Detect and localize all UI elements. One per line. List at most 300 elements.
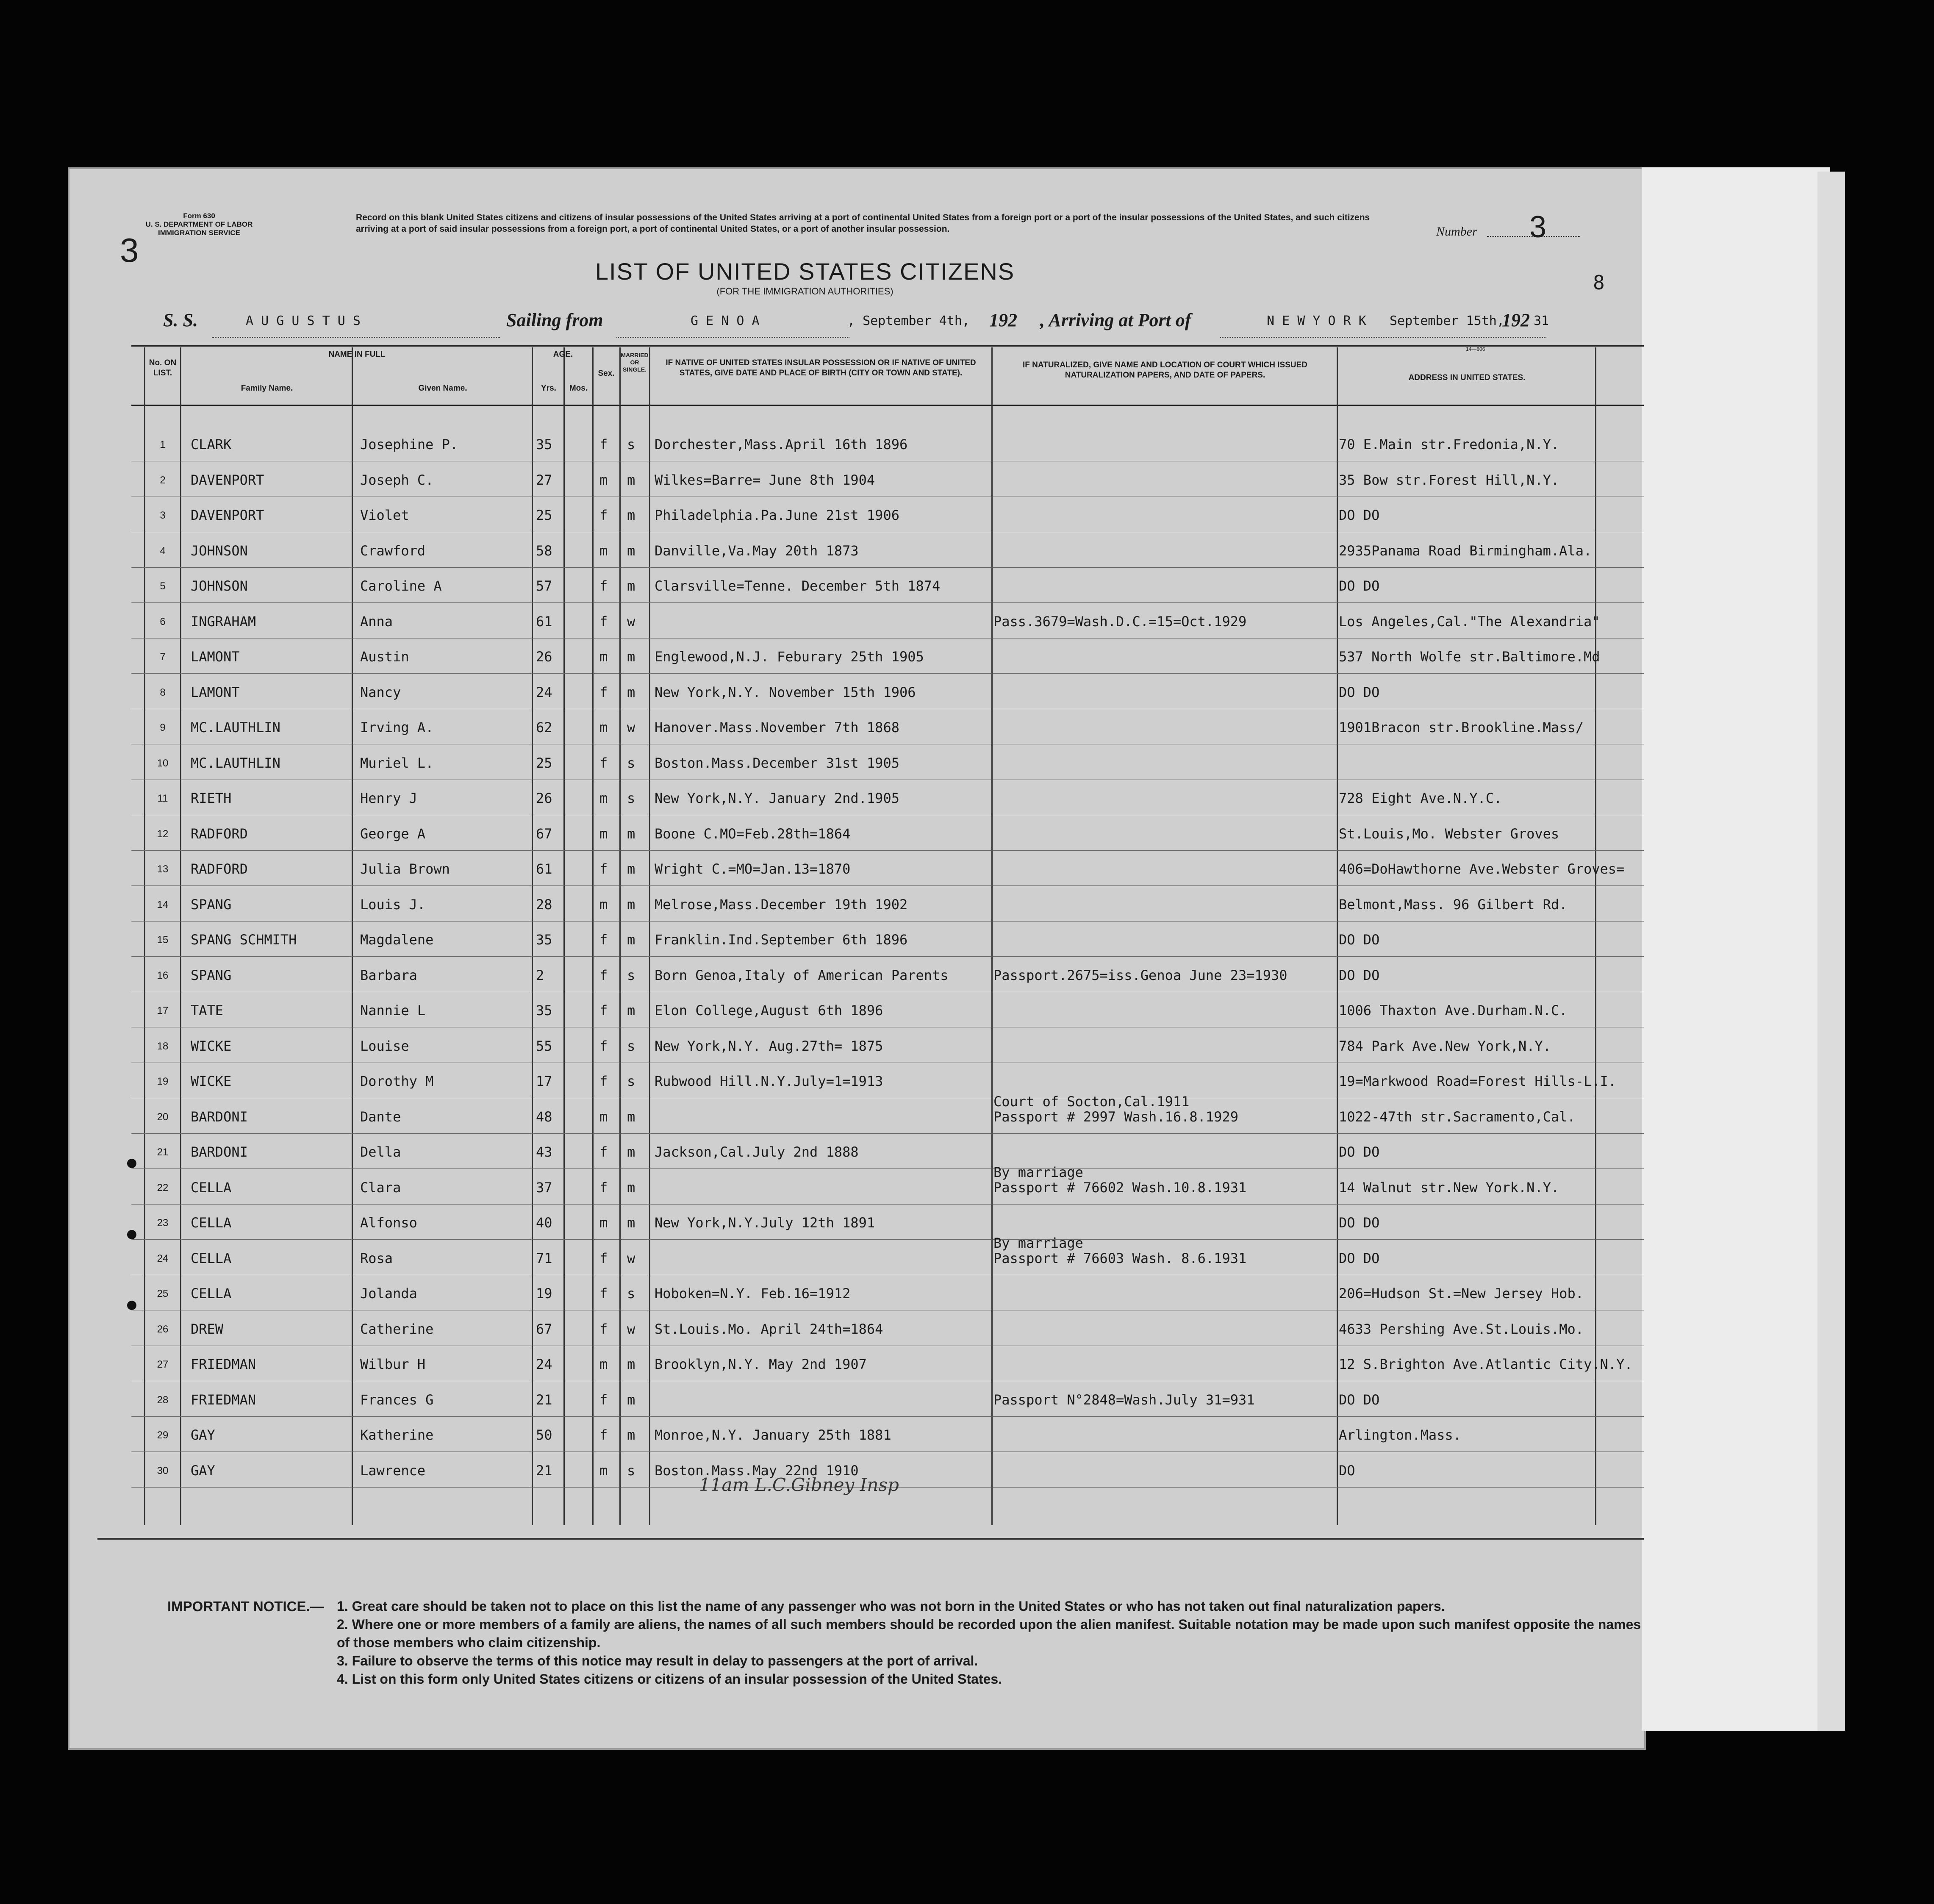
birthplace: Born Genoa,Italy of American Parents (655, 967, 949, 983)
marital-status: s (627, 1073, 635, 1089)
header-no: No. ON LIST. (149, 358, 177, 377)
row-number: 20 (157, 1111, 169, 1123)
given-name: Dante (360, 1108, 401, 1125)
row-number: 16 (157, 969, 169, 981)
us-address: DO DO (1339, 1391, 1380, 1408)
us-address: 4633 Pershing Ave.St.Louis.Mo. (1339, 1321, 1584, 1337)
family-name: DREW (191, 1321, 224, 1337)
age-years: 2 (536, 967, 544, 983)
arrival-year-suffix: 31 (1534, 314, 1549, 328)
age-years: 21 (536, 1462, 552, 1479)
family-name: LAMONT (191, 684, 240, 700)
given-name: Nancy (360, 684, 401, 700)
notice-item: 2. Where one or more members of a family are aliens, the names of all such members should be recorded upon the alien manifest. Suitable notation may be made upon such manifest opposite the names of those members who claim citizenship. (337, 1617, 1641, 1650)
row-number: 5 (160, 580, 166, 592)
age-years: 67 (536, 1321, 552, 1337)
given-name: Caroline A (360, 578, 442, 594)
given-name: Clara (360, 1179, 401, 1196)
age-years: 35 (536, 932, 552, 948)
row-rule (131, 850, 1644, 851)
age-years: 71 (536, 1250, 552, 1266)
header-address: ADDRESS IN UNITED STATES. (1408, 373, 1526, 382)
marital-status: m (627, 1427, 635, 1443)
naturalization: Passport N°2848=Wash.July 31=931 (993, 1391, 1255, 1408)
form-header (127, 212, 271, 237)
given-name: Henry J (360, 790, 417, 806)
ss-label: S. S. (163, 310, 198, 330)
family-name: DAVENPORT (191, 472, 264, 488)
given-name: Lawrence (360, 1462, 426, 1479)
birthplace: Philadelphia.Pa.June 21st 1906 (655, 507, 899, 523)
birthplace: Dorchester,Mass.April 16th 1896 (655, 436, 908, 452)
col-divider (1595, 347, 1596, 1525)
family-name: RIETH (191, 790, 232, 806)
age-years: 61 (536, 613, 552, 630)
family-name: SPANG (191, 967, 232, 983)
header-mos: Mos. (569, 384, 588, 393)
given-name: Josephine P. (360, 436, 458, 452)
table-bottom-rule (97, 1538, 1644, 1540)
underlying-page (1642, 167, 1830, 1731)
marital-status: m (627, 578, 635, 594)
arrival-port: N E W Y O R K (1267, 314, 1366, 328)
page-title: LIST OF UNITED STATES CITIZENS (595, 258, 1015, 285)
row-rule (131, 1204, 1644, 1205)
us-address: St.Louis,Mo. Webster Groves (1339, 825, 1559, 842)
family-name: SPANG (191, 896, 232, 913)
age-years: 26 (536, 790, 552, 806)
us-address: Belmont,Mass. 96 Gilbert Rd. (1339, 896, 1568, 913)
marital-status: m (627, 684, 635, 700)
col-divider (649, 347, 650, 1525)
birthplace: New York,N.Y.July 12th 1891 (655, 1215, 875, 1231)
naturalization: Passport # 76602 Wash.10.8.1931 (993, 1179, 1247, 1196)
marital-status: m (627, 472, 635, 488)
row-number: 2 (160, 474, 166, 486)
given-name: Della (360, 1144, 401, 1160)
age-years: 48 (536, 1108, 552, 1125)
sex: m (599, 719, 608, 736)
col-divider (180, 347, 181, 1525)
col-divider (532, 347, 533, 1525)
sex: m (599, 472, 608, 488)
inspector-signature: 11am L.C.Gibney Insp (699, 1474, 899, 1495)
row-number: 13 (157, 863, 169, 875)
naturalization: Passport # 2997 Wash.16.8.1929 (993, 1108, 1238, 1125)
family-name: LAMONT (191, 649, 240, 665)
family-name: BARDONI (191, 1108, 248, 1125)
given-name: Katherine (360, 1427, 434, 1443)
header-naturalized: IF NATURALIZED, GIVE NAME AND LOCATION OF COURT WHICH ISSUED NATURALIZATION PAPERS, AND DATE OF PAPERS. (1022, 361, 1307, 380)
age-years: 27 (536, 472, 552, 488)
row-number: 30 (157, 1465, 169, 1477)
row-number: 4 (160, 545, 166, 557)
us-address: 1022-47th str.Sacramento,Cal. (1339, 1108, 1576, 1125)
notice-item: 3. Failure to observe the terms of this notice may result in delay to passengers at the port of arrival. (337, 1653, 978, 1668)
marital-status: m (627, 1179, 635, 1196)
naturalization: Passport.2675=iss.Genoa June 23=1930 (993, 967, 1287, 983)
sex: f (599, 932, 608, 948)
age-years: 58 (536, 542, 552, 559)
marital-status: s (627, 1038, 635, 1054)
row-number: 21 (157, 1146, 169, 1158)
given-name: Frances G (360, 1391, 434, 1408)
naturalization: By marriage (993, 1164, 1083, 1180)
birthplace: Boston.Mass.May 22nd 1910 (655, 1462, 859, 1479)
naturalization: Passport # 76603 Wash. 8.6.1931 (993, 1250, 1247, 1266)
marital-status: s (627, 1462, 635, 1479)
ship-name: A U G U S T U S (246, 314, 361, 328)
row-number: 29 (157, 1429, 169, 1441)
row-rule (131, 885, 1644, 886)
sex: f (599, 578, 608, 594)
sex: f (599, 1038, 608, 1054)
sex: f (599, 1321, 608, 1337)
row-rule (131, 1416, 1644, 1417)
family-name: MC.LAUTHLIN (191, 755, 280, 771)
marital-status: m (627, 1144, 635, 1160)
family-name: JOHNSON (191, 542, 248, 559)
sex: f (599, 507, 608, 523)
us-address: 537 North Wolfe str.Baltimore.Md (1339, 649, 1600, 665)
given-name: George A (360, 825, 426, 842)
given-name: Anna (360, 613, 393, 630)
page-edge (1817, 172, 1845, 1731)
naturalization: Court of Socton,Cal.1911 (993, 1093, 1190, 1110)
age-years: 35 (536, 1002, 552, 1019)
col-divider (619, 347, 621, 1525)
family-name: WICKE (191, 1038, 232, 1054)
col-divider (563, 347, 565, 1525)
row-rule (131, 1168, 1644, 1169)
us-address: DO DO (1339, 967, 1380, 983)
arriving-label: , Arriving at Port of (1040, 310, 1191, 330)
header-age: AGE. (553, 350, 573, 359)
given-name: Muriel L. (360, 755, 434, 771)
age-years: 19 (536, 1285, 552, 1302)
us-address: 19=Markwood Road=Forest Hills-L.I. (1339, 1073, 1617, 1089)
birthplace: Clarsville=Tenne. December 5th 1874 (655, 578, 941, 594)
sex: m (599, 649, 608, 665)
given-name: Catherine (360, 1321, 434, 1337)
sex: m (599, 790, 608, 806)
number-label: Number (1436, 225, 1477, 239)
row-rule (131, 1133, 1644, 1134)
given-name: Crawford (360, 542, 426, 559)
service-line: IMMIGRATION SERVICE (158, 229, 240, 237)
sex: f (599, 613, 608, 630)
sex: m (599, 1356, 608, 1372)
given-name: Julia Brown (360, 861, 450, 877)
family-name: JOHNSON (191, 578, 248, 594)
age-years: 67 (536, 825, 552, 842)
row-number: 23 (157, 1217, 169, 1229)
family-name: GAY (191, 1462, 215, 1479)
birthplace: Hanover.Mass.November 7th 1868 (655, 719, 899, 736)
marital-status: m (627, 1108, 635, 1125)
row-number: 25 (157, 1288, 169, 1299)
age-years: 55 (536, 1038, 552, 1054)
family-name: CELLA (191, 1215, 232, 1231)
family-name: CELLA (191, 1179, 232, 1196)
sex: m (599, 896, 608, 913)
naturalization: By marriage (993, 1235, 1083, 1251)
marital-status: m (627, 1215, 635, 1231)
given-name: Nannie L (360, 1002, 426, 1019)
birthplace: Brooklyn,N.Y. May 2nd 1907 (655, 1356, 867, 1372)
arrival-line (1220, 337, 1546, 338)
family-name: CELLA (191, 1285, 232, 1302)
row-number: 28 (157, 1394, 169, 1406)
form-instructions: Record on this blank United States citizens and citizens of insular possessions of the United States arriving at a port of continental United States from a foreign port or a port of the insular possessions of the United States, and such citizens arriving at a port of said insular possessions from a foreign port, a port of continental United States, or a port of another insular possession. (356, 213, 1370, 234)
given-name: Irving A. (360, 719, 434, 736)
age-years: 37 (536, 1179, 552, 1196)
family-name: GAY (191, 1427, 215, 1443)
us-address: 206=Hudson St.=New Jersey Hob. (1339, 1285, 1584, 1302)
age-years: 24 (536, 684, 552, 700)
sex: f (599, 1250, 608, 1266)
important-notice (167, 1597, 1650, 1688)
marital-status: s (627, 790, 635, 806)
arrival-date: September 15th, (1390, 314, 1504, 328)
us-address: 1901Bracon str.Brookline.Mass/ (1339, 719, 1584, 736)
notice-label: IMPORTANT NOTICE.— (167, 1599, 324, 1614)
family-name: SPANG SCHMITH (191, 932, 297, 948)
sex: f (599, 684, 608, 700)
given-name: Violet (360, 507, 409, 523)
row-number: 17 (157, 1005, 169, 1016)
age-years: 61 (536, 861, 552, 877)
birthplace: Englewood,N.J. Feburary 25th 1905 (655, 649, 924, 665)
notice-item: 1. Great care should be taken not to place on this list the name of any passenger who was not born in the United States or who has not taken out final naturalization papers. (337, 1599, 1445, 1614)
birthplace: Jackson,Cal.July 2nd 1888 (655, 1144, 859, 1160)
us-address: DO DO (1339, 684, 1380, 700)
birthplace: Franklin.Ind.September 6th 1896 (655, 932, 908, 948)
family-name: WICKE (191, 1073, 232, 1089)
given-name: Jolanda (360, 1285, 417, 1302)
us-address: 406=DoHawthorne Ave.Webster Groves= (1339, 861, 1625, 877)
given-name: Austin (360, 649, 409, 665)
punch-hole (127, 1301, 136, 1310)
given-name: Joseph C. (360, 472, 434, 488)
birthplace: New York,N.Y. Aug.27th= 1875 (655, 1038, 883, 1054)
family-name: CLARK (191, 436, 232, 452)
sex: f (599, 436, 608, 452)
age-years: 24 (536, 1356, 552, 1372)
age-years: 57 (536, 578, 552, 594)
age-years: 17 (536, 1073, 552, 1089)
table-top-rule (131, 345, 1644, 347)
ship-line (212, 337, 500, 338)
marital-status: s (627, 436, 635, 452)
given-name: Barbara (360, 967, 417, 983)
us-address: DO DO (1339, 1144, 1380, 1160)
sheet-number: 3 (120, 231, 139, 269)
sex: f (599, 967, 608, 983)
marital-status: m (627, 507, 635, 523)
sex: f (599, 1002, 608, 1019)
row-number: 8 (160, 686, 166, 698)
marital-status: m (627, 1391, 635, 1408)
family-name: MC.LAUTHLIN (191, 719, 280, 736)
given-name: Louise (360, 1038, 409, 1054)
row-number: 27 (157, 1359, 169, 1370)
us-address: 14 Walnut str.New York.N.Y. (1339, 1179, 1559, 1196)
us-address: Arlington.Mass. (1339, 1427, 1461, 1443)
marital-status: m (627, 825, 635, 842)
col-divider (1337, 347, 1338, 1525)
sex: m (599, 1462, 608, 1479)
row-number: 18 (157, 1040, 169, 1052)
number-value: 3 (1529, 210, 1547, 244)
family-name: BARDONI (191, 1144, 248, 1160)
sex: f (599, 861, 608, 877)
row-number: 15 (157, 934, 169, 946)
us-address: DO (1339, 1462, 1355, 1479)
col-divider (592, 347, 594, 1525)
birthplace: Hoboken=N.Y. Feb.16=1912 (655, 1285, 851, 1302)
row-number: 6 (160, 616, 166, 627)
us-address: 12 S.Brighton Ave.Atlantic City.N.Y. (1339, 1356, 1633, 1372)
age-years: 25 (536, 755, 552, 771)
sex: f (599, 755, 608, 771)
marital-status: w (627, 613, 635, 630)
given-name: Magdalene (360, 932, 434, 948)
marital-status: m (627, 861, 635, 877)
punch-hole (127, 1159, 136, 1168)
us-address: 784 Park Ave.New York,N.Y. (1339, 1038, 1551, 1054)
page-mark: 8 (1593, 271, 1605, 294)
marital-status: m (627, 649, 635, 665)
birthplace: St.Louis.Mo. April 24th=1864 (655, 1321, 883, 1337)
family-name: TATE (191, 1002, 224, 1019)
row-rule (131, 602, 1644, 603)
row-number: 22 (157, 1182, 169, 1193)
year-prefix: 192 (989, 310, 1017, 330)
age-years: 43 (536, 1144, 552, 1160)
family-name: RADFORD (191, 861, 248, 877)
row-number: 7 (160, 651, 166, 663)
birthplace: Wilkes=Barre= June 8th 1904 (655, 472, 875, 488)
birthplace: Boston.Mass.December 31st 1905 (655, 755, 899, 771)
row-number: 24 (157, 1252, 169, 1264)
row-number: 14 (157, 899, 169, 910)
sex: f (599, 1179, 608, 1196)
us-address: DO DO (1339, 578, 1380, 594)
origin-line (616, 337, 849, 338)
header-birthplace: IF NATIVE OF UNITED STATES INSULAR POSSESSION OR IF NATIVE OF UNITED STATES, GIVE DATE AND PLACE OF BIRTH (CITY OR TOWN AND STATE). (666, 358, 976, 377)
sex: m (599, 1215, 608, 1231)
row-rule (131, 673, 1644, 674)
marital-status: w (627, 1321, 635, 1337)
given-name: Rosa (360, 1250, 393, 1266)
us-address: 1006 Thaxton Ave.Durham.N.C. (1339, 1002, 1568, 1019)
sailing-label: Sailing from (506, 310, 603, 330)
header-sex: Sex. (598, 369, 615, 378)
family-name: FRIEDMAN (191, 1356, 256, 1372)
col-divider (144, 347, 145, 1525)
marital-status: w (627, 1250, 635, 1266)
notice-item: 4. List on this form only United States citizens or citizens of an insular possession of the United States. (337, 1671, 1002, 1687)
row-number: 1 (160, 439, 166, 450)
age-years: 26 (536, 649, 552, 665)
sex: m (599, 542, 608, 559)
family-name: RADFORD (191, 825, 248, 842)
sex: m (599, 825, 608, 842)
age-years: 40 (536, 1215, 552, 1231)
printer-code: 14—806 (1466, 346, 1485, 352)
sex: f (599, 1391, 608, 1408)
page-subtitle: (FOR THE IMMIGRATION AUTHORITIES) (716, 286, 893, 297)
marital-status: m (627, 932, 635, 948)
marital-status: s (627, 1285, 635, 1302)
family-name: FRIEDMAN (191, 1391, 256, 1408)
sex: f (599, 1285, 608, 1302)
row-number: 10 (157, 757, 169, 769)
origin-port: G E N O A (691, 314, 760, 328)
us-address: 35 Bow str.Forest Hill,N.Y. (1339, 472, 1559, 488)
row-number: 3 (160, 510, 166, 521)
form-id: Form 630 (183, 212, 215, 220)
punch-hole (127, 1230, 136, 1239)
given-name: Louis J. (360, 896, 426, 913)
family-name: CELLA (191, 1250, 232, 1266)
birthplace: New York,N.Y. November 15th 1906 (655, 684, 916, 700)
us-address: 728 Eight Ave.N.Y.C. (1339, 790, 1502, 806)
us-address: DO DO (1339, 932, 1380, 948)
col-divider (352, 347, 353, 1525)
marital-status: s (627, 755, 635, 771)
birthplace: Monroe,N.Y. January 25th 1881 (655, 1427, 891, 1443)
us-address: 2935Panama Road Birmingham.Ala. (1339, 542, 1592, 559)
header-yrs: Yrs. (541, 384, 556, 393)
us-address: DO DO (1339, 1215, 1380, 1231)
age-years: 50 (536, 1427, 552, 1443)
row-number: 12 (157, 828, 169, 840)
department-line: U. S. DEPARTMENT OF LABOR (145, 220, 253, 228)
given-name: Dorothy M (360, 1073, 434, 1089)
age-years: 28 (536, 896, 552, 913)
sex: f (599, 1073, 608, 1089)
header-married: MARRIED OR SINGLE. (621, 352, 649, 373)
family-name: DAVENPORT (191, 507, 264, 523)
naturalization: Pass.3679=Wash.D.C.=15=Oct.1929 (993, 613, 1247, 630)
row-number: 26 (157, 1323, 169, 1335)
marital-status: m (627, 1002, 635, 1019)
row-rule (131, 1239, 1644, 1240)
row-number: 11 (157, 793, 168, 804)
birthplace: Rubwood Hill.N.Y.July=1=1913 (655, 1073, 883, 1089)
sex: m (599, 1108, 608, 1125)
depart-date: , September 4th, (847, 314, 970, 328)
header-given-name: Given Name. (418, 384, 467, 393)
us-address: DO DO (1339, 1250, 1380, 1266)
given-name: Alfonso (360, 1215, 417, 1231)
table-header-rule (131, 405, 1644, 406)
col-divider (991, 347, 993, 1525)
age-years: 35 (536, 436, 552, 452)
birthplace: Wright C.=MO=Jan.13=1870 (655, 861, 851, 877)
marital-status: w (627, 719, 635, 736)
birthplace: Boone C.MO=Feb.28th=1864 (655, 825, 851, 842)
row-rule (131, 956, 1644, 957)
us-address: DO DO (1339, 507, 1380, 523)
birthplace: New York,N.Y. January 2nd.1905 (655, 790, 899, 806)
row-number: 9 (160, 722, 166, 733)
arrival-year: 192 (1502, 310, 1530, 330)
marital-status: s (627, 967, 635, 983)
birthplace: Melrose,Mass.December 19th 1902 (655, 896, 908, 913)
